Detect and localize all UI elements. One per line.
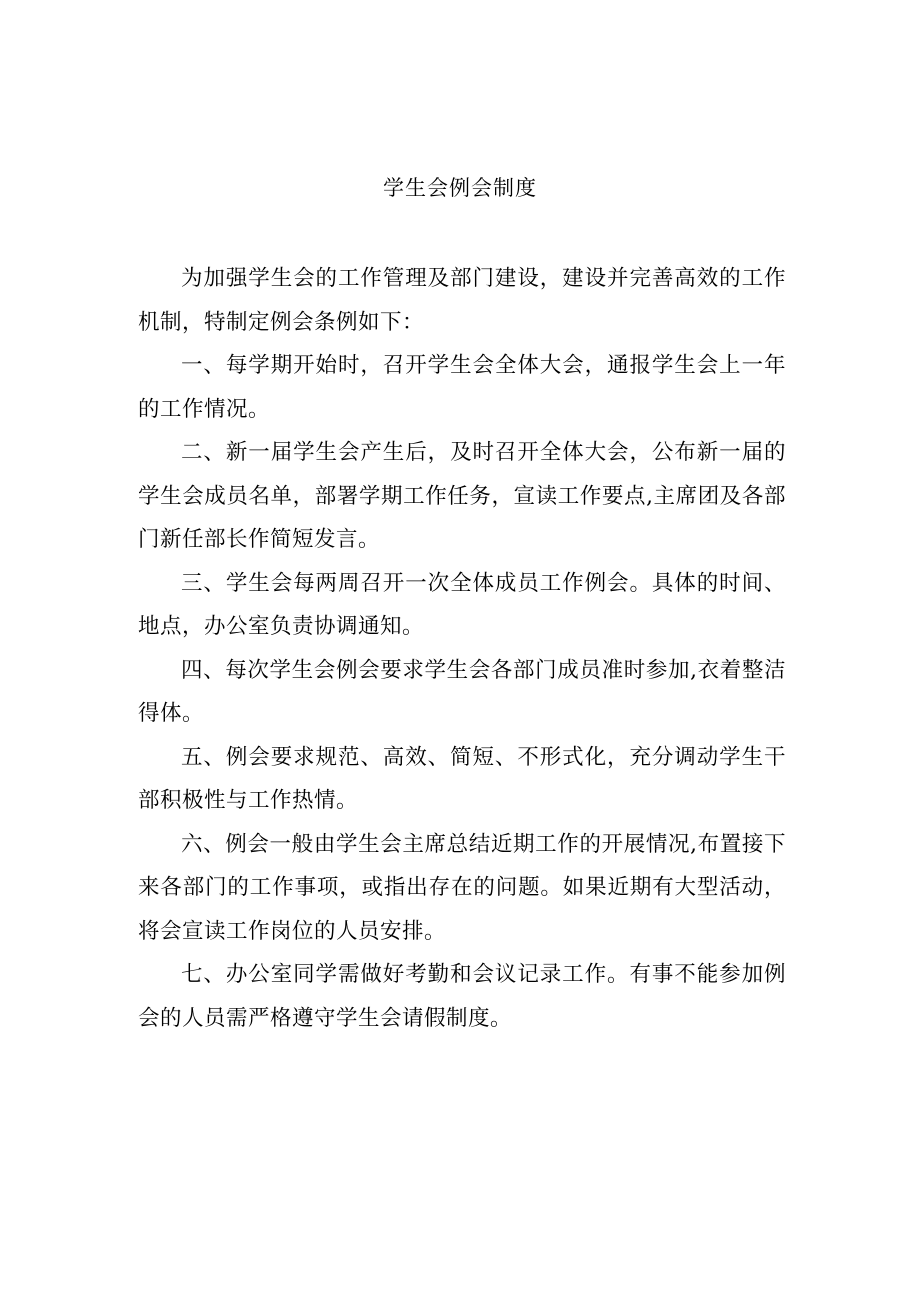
paragraph-rule-7: 七、办公室同学需做好考勤和会议记录工作。有事不能参加例会的人员需严格遵守学生会请假制度。 [138, 962, 786, 1031]
paragraph-rule-3: 三、学生会每两周召开一次全体成员工作例会。具体的时间、地点，办公室负责协调通知。 [138, 570, 786, 639]
document-body [138, 257, 786, 1040]
document-title: 学生会例会制度 [383, 176, 537, 200]
paragraph-rule-4: 四、每次学生会例会要求学生会各部门成员准时参加,衣着整洁得体。 [138, 657, 786, 726]
paragraph-rule-6: 六、例会一般由学生会主席总结近期工作的开展情况,布置接下来各部门的工作事项，或指出存在的问题。如果近期有大型活动，将会宣读工作岗位的人员安排。 [138, 831, 786, 944]
paragraph-rule-5: 五、例会要求规范、高效、简短、不形式化，充分调动学生干部积极性与工作热情。 [138, 744, 786, 813]
paragraph-rule-2: 二、新一届学生会产生后，及时召开全体大会，公布新一届的学生会成员名单，部署学期工作任务，宣读工作要点,主席团及各部门新任部长作简短发言。 [138, 440, 786, 552]
paragraph-rule-1: 一、每学期开始时，召开学生会全体大会，通报学生会上一年的工作情况。 [138, 353, 786, 422]
paragraph-intro: 为加强学生会的工作管理及部门建设，建设并完善高效的工作机制，特制定例会条例如下： [138, 266, 786, 335]
